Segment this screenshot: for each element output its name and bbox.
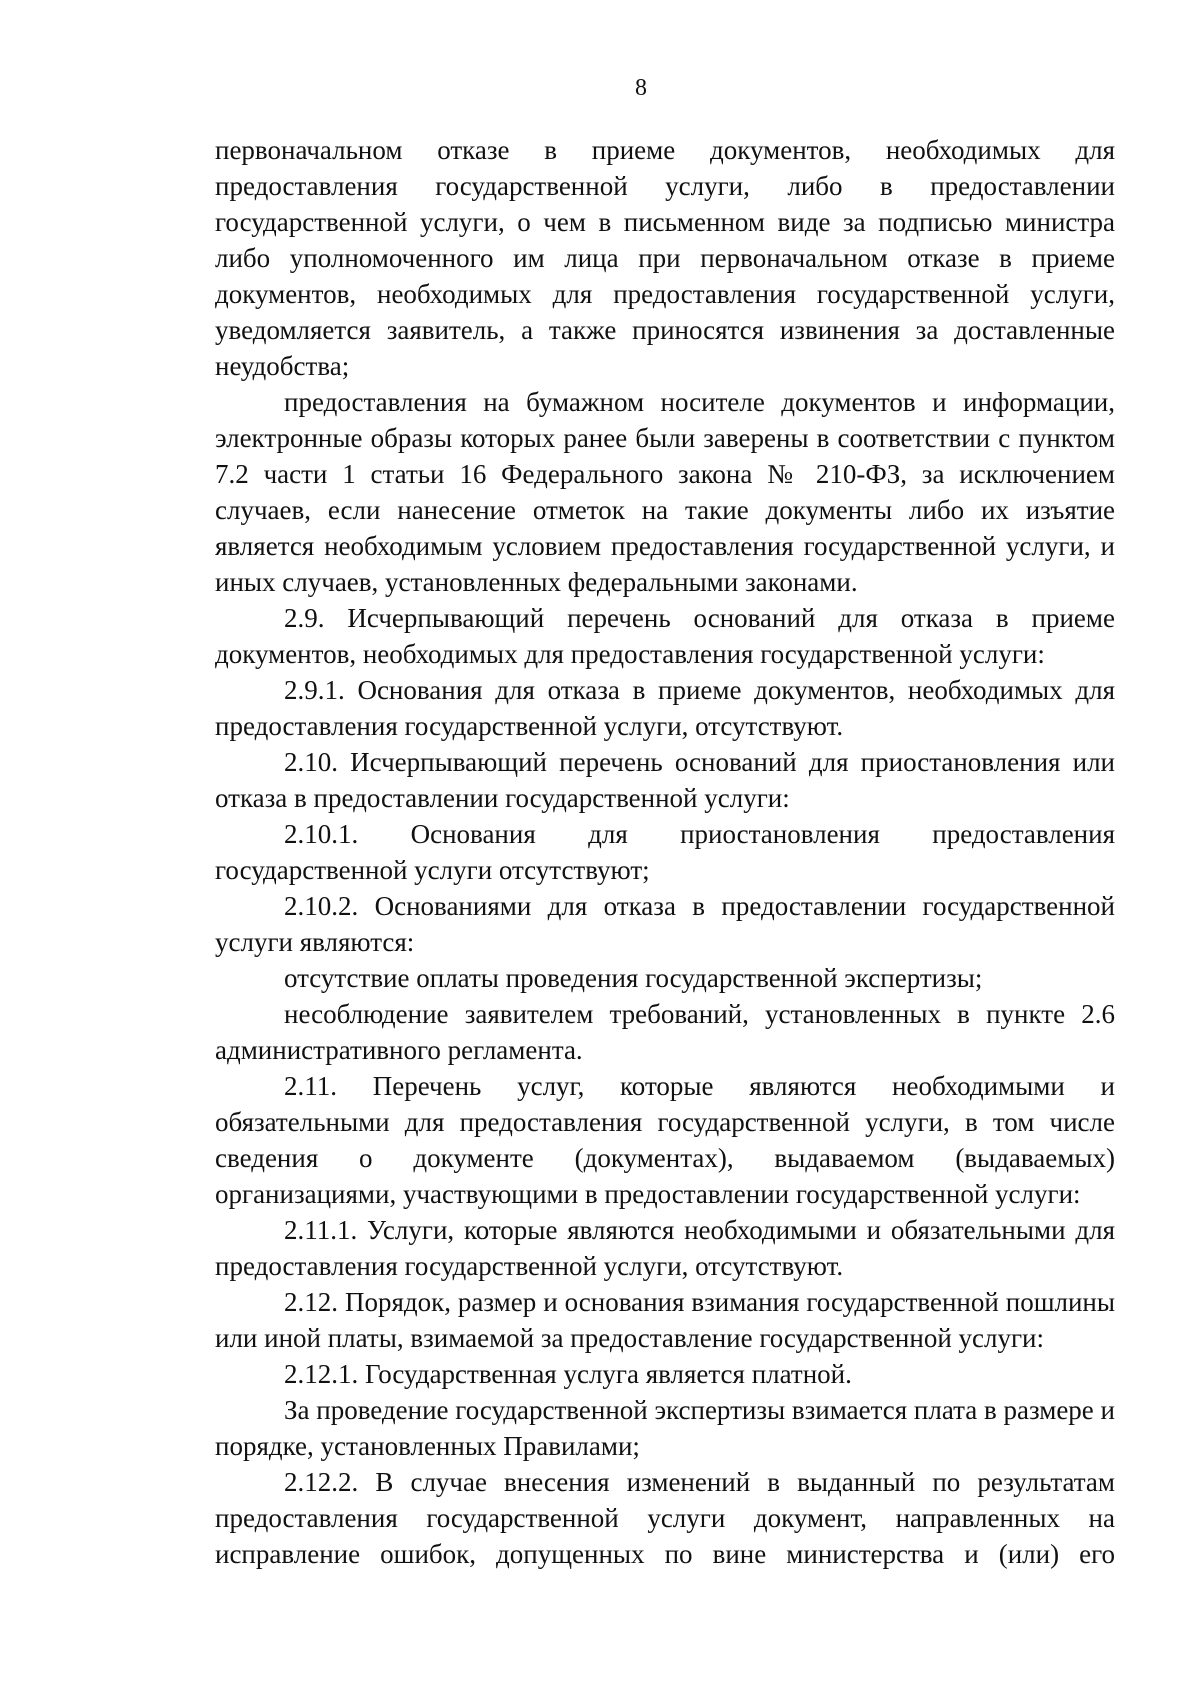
- paragraph-continued: первоначальном отказе в приеме документов, необходимых для предоставления государственной услуги, либо в предоставлении государственной услуги, о чем в письменном виде за подписью министра либо уполномоченного им лица при первоначальном отказе в приеме документов, необходимых для предоставления государственной услуги, уведомляется заявитель, а также приносятся извинения за доставленные неудобства;: [215, 135, 1115, 381]
- paragraph-list-item: несоблюдение заявителем требований, установленных в пункте 2.6 административного регламента.: [215, 999, 1115, 1065]
- paragraph-section-2-11-1: 2.11.1. Услуги, которые являются необходимыми и обязательными для предоставления государственной услуги, отсутствуют.: [215, 1215, 1115, 1281]
- paragraph-section-2-9-1: 2.9.1. Основания для отказа в приеме документов, необходимых для предоставления государственной услуги, отсутствуют.: [215, 675, 1115, 741]
- paragraph: предоставления на бумажном носителе документов и информации, электронные образы которых ранее были заверены в соответствии с пунктом 7.2 части 1 статьи 16 Федерального закона № 210-ФЗ, за исключением случаев, если нанесение отметок на такие документы либо их изъятие является необходимым условием предоставления государственной услуги, и иных случаев, установленных федеральными законами.: [215, 387, 1115, 597]
- paragraph-list-item: отсутствие оплаты проведения государственной экспертизы;: [284, 963, 983, 993]
- paragraph-section-2-12-1: 2.12.1. Государственная услуга является платной.: [284, 1359, 852, 1389]
- paragraph-section-2-10: 2.10. Исчерпывающий перечень оснований для приостановления или отказа в предоставлении государственной услуги:: [215, 747, 1115, 813]
- paragraph-section-2-10-1: 2.10.1. Основания для приостановления предоставления государственной услуги отсутствуют;: [215, 819, 1115, 885]
- paragraph-section-2-12-2: 2.12.2. В случае внесения изменений в выданный по результатам предоставления государственной услуги документ, направленных на исправление ошибок, допущенных по вине министерства и (или) его: [215, 1467, 1115, 1569]
- paragraph: За проведение государственной экспертизы взимается плата в размере и порядке, установленных Правилами;: [215, 1395, 1115, 1461]
- page-number: 8: [635, 75, 647, 101]
- paragraph-section-2-11: 2.11. Перечень услуг, которые являются необходимыми и обязательными для предоставления государственной услуги, в том числе сведения о документе (документах), выдаваемом (выдаваемых) организациями, участвующими в предоставлении государственной услуги:: [215, 1071, 1115, 1209]
- paragraph-section-2-9: 2.9. Исчерпывающий перечень оснований для отказа в приеме документов, необходимых для предоставления государственной услуги:: [215, 603, 1115, 669]
- paragraph-section-2-10-2: 2.10.2. Основаниями для отказа в предоставлении государственной услуги являются:: [215, 891, 1115, 957]
- paragraph-section-2-12: 2.12. Порядок, размер и основания взимания государственной пошлины или иной платы, взимаемой за предоставление государственной услуги:: [215, 1287, 1115, 1353]
- document-body: [215, 132, 1115, 1572]
